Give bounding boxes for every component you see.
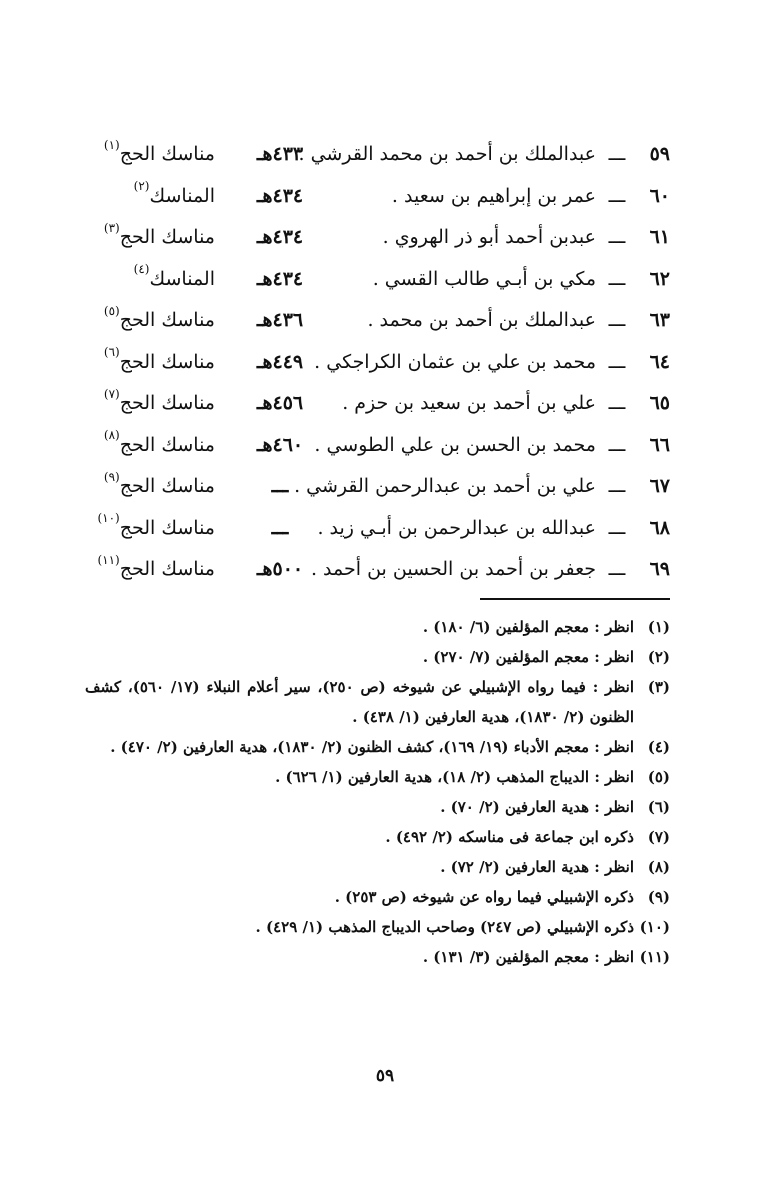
entry-book [104, 383, 215, 425]
footnote-text: انظر : معجم الأدباء (١٩/ ١٦٩)، كشف الظنون (٢/ ١٨٣٠)، هدية العارفين (٢/ ٤٧٠) . [110, 738, 634, 756]
entry-row [85, 549, 670, 591]
entry-book [104, 425, 215, 467]
footnote-divider [480, 598, 670, 600]
footnote [85, 612, 670, 642]
footnote-ref: (١٠) [97, 511, 120, 526]
entry-year: ٤٤٩هـ [256, 350, 304, 373]
entry-year: ٥٠٠هـ [256, 558, 304, 580]
entry-row [85, 383, 670, 425]
entry-book-title: المناسك [149, 184, 215, 207]
footnote [85, 732, 670, 762]
footnote-ref: (٤) [133, 262, 150, 277]
entry-book [104, 342, 215, 384]
footnotes-list [85, 612, 670, 972]
entry-number: ٦٤ [649, 350, 670, 373]
footnote [85, 792, 670, 822]
entry-dash: ـــ [608, 558, 626, 580]
entry-dash: ـــ [608, 475, 626, 497]
entry-year: ٤٣٣هـ [256, 143, 304, 165]
footnote-number: (١) [647, 618, 670, 636]
footnote-number: (١٠) [639, 918, 670, 936]
footnote [85, 912, 670, 942]
footnote-number: (٨) [647, 858, 670, 876]
footnote-ref: (٣) [103, 220, 120, 235]
entry-number: ٦٥ [649, 392, 670, 414]
entry-dash: ـــ [608, 392, 626, 414]
footnote-text: انظر : معجم المؤلفين (٦/ ١٨٠) . [422, 618, 634, 636]
entry-author: عبدالملك بن أحمد بن محمد . [367, 309, 596, 331]
entry-author: جعفر بن أحمد بن الحسين بن أحمد . [310, 558, 596, 580]
footnote-ref: (٥) [103, 303, 120, 318]
entry-book-title: مناسك الحج [119, 226, 215, 248]
entry-dash: ـــ [608, 433, 626, 456]
footnote [85, 852, 670, 882]
entry-number: ٦٧ [649, 475, 670, 497]
entry-book-title: مناسك الحج [119, 143, 215, 165]
entry-dash: ـــ [608, 350, 626, 373]
entry-dash: ـــ [608, 309, 626, 331]
entry-dash: ـــ [608, 226, 626, 248]
entry-row [85, 425, 670, 467]
entry-book [104, 300, 215, 342]
entry-row [85, 300, 670, 342]
entry-number: ٦٣ [649, 309, 670, 331]
entry-number: ٦٨ [649, 516, 670, 539]
footnote-text: ذكره الإشبيلي (ص ٢٤٧) وصاحب الديباج المذهب (١/ ٤٢٩) . [255, 918, 634, 936]
entry-author: عبدالملك بن أحمد بن محمد القرشي . [298, 143, 596, 165]
entry-author: علي بن أحمد بن عبدالرحمن القرشي . [294, 475, 596, 497]
footnote-ref: (٩) [103, 469, 120, 484]
footnote [85, 882, 670, 912]
entry-year: ٤٣٦هـ [256, 309, 304, 331]
entry-book-title: مناسك الحج [119, 309, 215, 331]
footnote-text: ذكره ابن جماعة فى مناسكه (٢/ ٤٩٢) . [385, 828, 634, 846]
entry-year: ـــ [271, 475, 289, 497]
footnote-number: (١١) [639, 948, 670, 966]
entry-dash: ـــ [608, 143, 626, 165]
entry-year: ٤٣٤هـ [256, 184, 304, 207]
entry-author: عبدبن أحمد أبو ذر الهروي . [382, 226, 596, 248]
footnote-number: (٣) [647, 678, 670, 696]
footnote-text: انظر : هدية العارفين (٢/ ٧٢) . [440, 858, 634, 876]
entry-book-title: مناسك الحج [119, 350, 215, 373]
footnote-ref: (١) [103, 137, 120, 152]
entry-row [85, 217, 670, 259]
footnote [85, 942, 670, 972]
footnote-text: ذكره الإشبيلي فيما رواه عن شيوخه (ص ٢٥٣) . [334, 888, 634, 906]
entry-row [85, 342, 670, 384]
entry-book-title: مناسك الحج [119, 516, 215, 539]
entry-author: علي بن أحمد بن سعيد بن حزم . [342, 392, 596, 414]
entry-book-title: مناسك الحج [119, 433, 215, 456]
entry-author: مكي بن أبـي طالب القسي . [372, 267, 596, 290]
entry-year: ٤٣٤هـ [256, 226, 304, 248]
entry-year: ـــ [271, 516, 289, 539]
entry-dash: ـــ [608, 184, 626, 207]
entry-book-title: المناسك [149, 267, 215, 290]
entry-row [85, 508, 670, 550]
footnote-ref: (٨) [103, 428, 120, 443]
entry-number: ٦٦ [649, 433, 670, 456]
footnote [85, 642, 670, 672]
footnote-ref: (٧) [103, 386, 120, 401]
footnote [85, 762, 670, 792]
entry-year: ٤٦٠هـ [256, 433, 304, 456]
entry-author: عبدالله بن عبدالرحمن بن أبـي زيد . [317, 516, 596, 539]
entry-book [104, 217, 215, 259]
footnote-text: انظر : هدية العارفين (٢/ ٧٠) . [440, 798, 634, 816]
entry-number: ٦٩ [649, 558, 670, 580]
footnote [85, 672, 670, 732]
entry-book-title: مناسك الحج [119, 558, 215, 580]
page-number: ٥٩ [375, 1066, 395, 1086]
entry-dash: ـــ [608, 267, 626, 290]
footnote-ref: (٦) [103, 345, 120, 360]
entry-book-title: مناسك الحج [119, 392, 215, 414]
entries-list [85, 134, 670, 591]
footnote-number: (٦) [647, 798, 670, 816]
footnote-text: انظر : معجم المؤلفين (٣/ ١٣١) . [422, 948, 634, 966]
entry-book [97, 549, 215, 591]
footnote-number: (٩) [647, 888, 670, 906]
entry-author: محمد بن الحسن بن علي الطوسي . [314, 433, 596, 456]
entry-row [85, 134, 670, 176]
entry-author: عمر بن إبراهيم بن سعيد . [391, 184, 596, 207]
footnote-ref: (٢) [133, 179, 150, 194]
entry-row [85, 176, 670, 218]
footnote-ref: (١١) [97, 552, 120, 567]
entry-number: ٦٢ [649, 267, 670, 290]
entry-number: ٦٠ [649, 184, 670, 207]
footnote [85, 822, 670, 852]
entry-book [134, 176, 215, 218]
entry-book [134, 259, 215, 301]
entry-row [85, 466, 670, 508]
entry-book [104, 134, 215, 176]
entry-book [104, 466, 215, 508]
entry-year: ٤٥٦هـ [256, 392, 304, 414]
entry-book [97, 508, 215, 550]
entry-year: ٤٣٤هـ [256, 267, 304, 290]
entry-number: ٦١ [649, 226, 670, 248]
footnote-number: (٧) [647, 828, 670, 846]
footnote-text: انظر : معجم المؤلفين (٧/ ٢٧٠) . [422, 648, 634, 666]
entry-row [85, 259, 670, 301]
footnote-number: (٤) [647, 738, 670, 756]
footnote-number: (٥) [647, 768, 670, 786]
entry-dash: ـــ [608, 516, 626, 539]
footnote-text: انظر : الديباج المذهب (٢/ ١٨)، هدية العارفين (١/ ٦٢٦) . [275, 768, 634, 786]
footnote-text: انظر : فيما رواه الإشبيلي عن شيوخه (ص ٢٥٠)، سير أعلام النبلاء (١٧/ ٥٦٠)، كشف الظنون (٢/ ١٨٣٠)، هدية العارفين (١/ ٤٣٨) . [85, 678, 635, 726]
footnote-number: (٢) [647, 648, 670, 666]
entry-number: ٥٩ [649, 143, 670, 165]
entry-book-title: مناسك الحج [119, 475, 215, 497]
entry-author: محمد بن علي بن عثمان الكراجكي . [314, 350, 596, 373]
